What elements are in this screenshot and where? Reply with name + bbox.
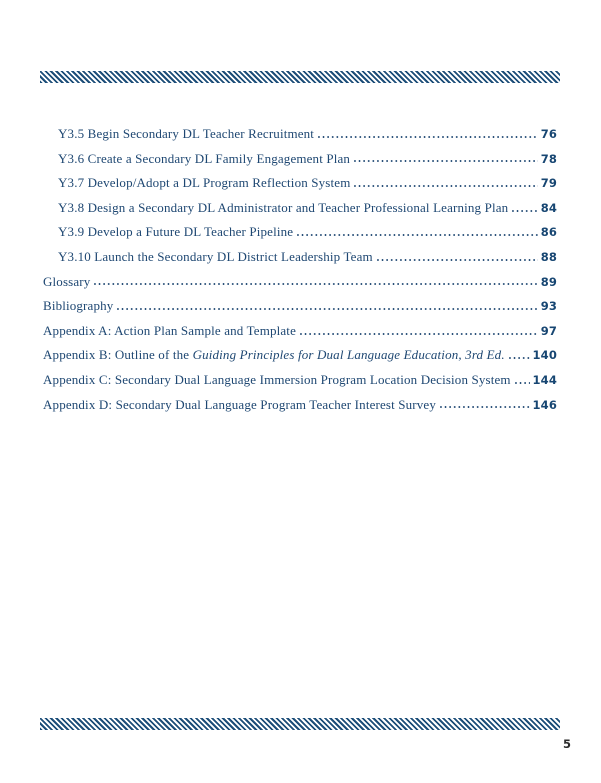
- toc-entry[interactable]: [43, 224, 557, 249]
- toc-dot-leader: [440, 406, 530, 408]
- toc-entry-page: 89: [540, 274, 557, 289]
- toc-entry-label: Appendix A: Action Plan Sample and Template: [43, 322, 296, 338]
- toc-entry-page: 86: [540, 225, 557, 240]
- toc-entry[interactable]: [43, 298, 557, 323]
- toc-entry-label: Glossary: [43, 273, 91, 289]
- toc-entry-label: Y3.10 Launch the Secondary DL District Leadership Team: [58, 248, 373, 264]
- toc-entry-page: 84: [540, 200, 557, 215]
- toc-entry-page: 79: [540, 176, 557, 191]
- toc-entry-label: Y3.9 Develop a Future DL Teacher Pipeline: [58, 224, 294, 240]
- toc-entry-label: Y3.8 Design a Secondary DL Administrator and Teacher Professional Learning Plan: [58, 199, 509, 215]
- toc-entry[interactable]: [43, 175, 557, 200]
- toc-entry-label: Y3.5 Begin Secondary DL Teacher Recruitment: [58, 126, 315, 141]
- toc-dot-leader: [300, 333, 538, 335]
- toc-dot-leader: [509, 357, 530, 359]
- page-number: 5: [562, 737, 571, 751]
- toc-entry-page: 97: [540, 323, 557, 338]
- toc-dot-leader: [297, 234, 537, 236]
- toc-list: [43, 126, 557, 421]
- toc-dot-leader: [515, 382, 530, 384]
- toc-entry-page: 88: [540, 249, 557, 264]
- toc-entry-page: 93: [540, 299, 557, 314]
- toc-entry-label: Appendix D: Secondary Dual Language Program Teacher Interest Survey: [43, 396, 436, 412]
- toc-entry-label: Appendix B: Outline of the Guiding Principles for Dual Language Education, 3rd Ed.: [43, 347, 505, 363]
- toc-dot-leader: [354, 160, 538, 162]
- toc-entry[interactable]: [43, 397, 557, 422]
- toc-dot-leader: [117, 308, 537, 310]
- toc-entry-page: 78: [540, 151, 557, 166]
- toc-entry[interactable]: [43, 126, 557, 151]
- toc-entry[interactable]: [43, 372, 557, 397]
- toc-entry-page: 146: [532, 397, 557, 412]
- toc-entry-page: 140: [532, 348, 557, 363]
- top-stripe-band: [40, 71, 560, 83]
- toc-dot-leader: [377, 259, 538, 261]
- toc-dot-leader: [94, 283, 537, 285]
- toc-dot-leader: [354, 185, 537, 187]
- toc-entry-label: Y3.6 Create a Secondary DL Family Engagement Plan: [58, 150, 351, 166]
- bottom-stripe-band: [40, 718, 560, 730]
- toc-entry-page: 76: [540, 127, 557, 141]
- toc-entry[interactable]: [43, 274, 557, 299]
- toc-entry[interactable]: [43, 249, 557, 274]
- toc-dot-leader: [512, 210, 537, 212]
- toc-entry-label: Appendix C: Secondary Dual Language Immersion Program Location Decision System: [43, 371, 511, 387]
- toc-entry[interactable]: [43, 347, 557, 372]
- toc-entry[interactable]: [43, 151, 557, 176]
- toc-entry[interactable]: [43, 323, 557, 348]
- toc-dot-leader: [318, 136, 538, 138]
- toc-entry-page: 144: [532, 372, 557, 387]
- toc-entry-label: Y3.7 Develop/Adopt a DL Program Reflection System: [58, 175, 351, 191]
- toc-entry-label: Bibliography: [43, 298, 114, 314]
- toc-entry[interactable]: [43, 200, 557, 225]
